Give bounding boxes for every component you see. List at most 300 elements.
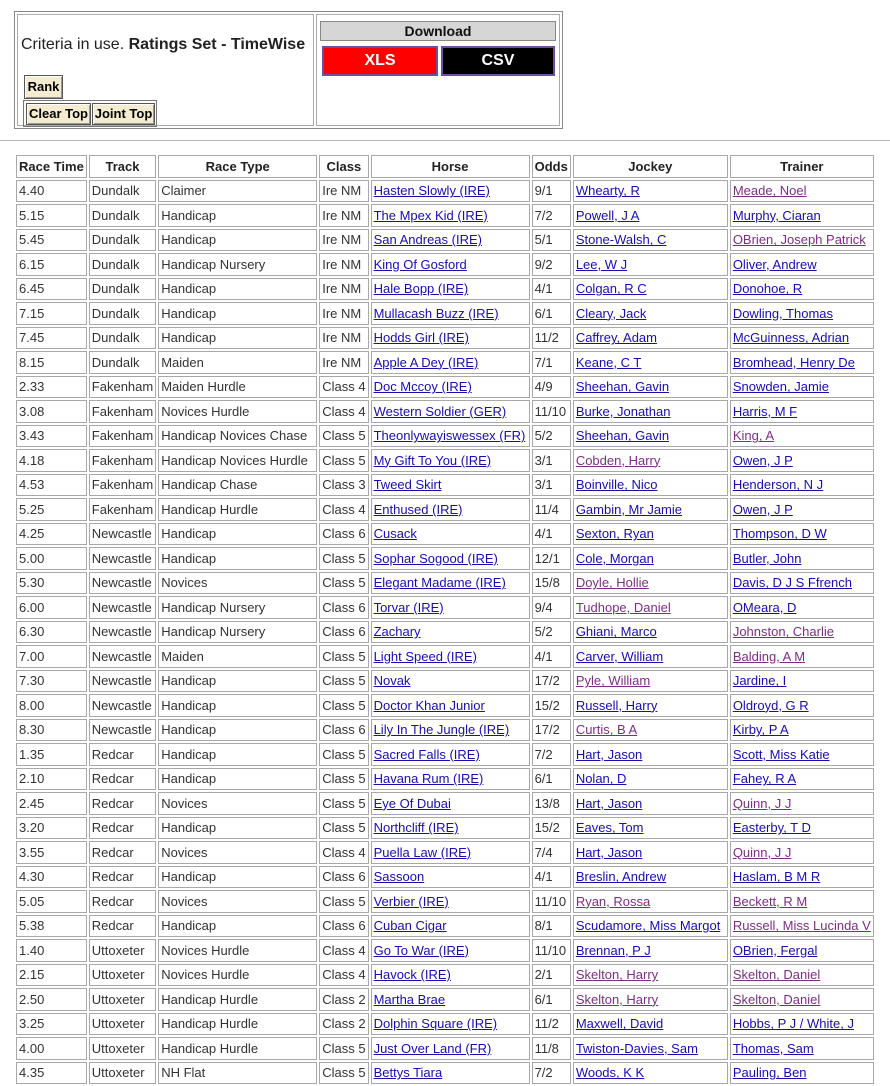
jockey-link[interactable]: Lee, W J (575, 256, 628, 272)
jockey-link[interactable]: Hart, Jason (575, 844, 643, 860)
cell-odds: 11/10 (532, 939, 571, 962)
trainer-link[interactable]: Murphy, Ciaran (732, 207, 821, 223)
cell-jockey (573, 253, 728, 276)
cell-odds: 4/9 (532, 376, 571, 399)
jockey-link[interactable]: Brennan, P J (575, 942, 651, 958)
cell-trainer (730, 596, 874, 619)
cell-race-type: NH Flat (158, 1062, 317, 1085)
cell-horse (371, 768, 530, 791)
cell-race-type: Maiden (158, 645, 317, 668)
cell-race-time: 6.45 (16, 278, 87, 301)
cell-race-time: 5.15 (16, 204, 87, 227)
cell-race-type: Handicap Hurdle (158, 988, 317, 1011)
jockey-link[interactable]: Powell, J A (575, 207, 640, 223)
horse-link[interactable]: The Mpex Kid (IRE) (373, 207, 488, 223)
table-row (16, 915, 874, 938)
cell-race-type: Novices (158, 841, 317, 864)
cell-track: Newcastle (89, 621, 156, 644)
horse-link[interactable]: San Andreas (IRE) (373, 232, 482, 248)
trainer-link[interactable]: Skelton, Daniel (732, 991, 821, 1007)
cell-race-type: Handicap (158, 768, 317, 791)
cell-class: Class 6 (319, 866, 368, 889)
jockey-link[interactable]: Eaves, Tom (575, 820, 644, 836)
cell-jockey (573, 841, 728, 864)
table-row (16, 449, 874, 472)
cell-track: Newcastle (89, 596, 156, 619)
trainer-link[interactable]: Beckett, R M (732, 893, 808, 909)
cell-track: Uttoxeter (89, 939, 156, 962)
jockey-link[interactable]: Russell, Harry (575, 697, 658, 713)
cell-trainer (730, 621, 874, 644)
jockey-link[interactable]: Sheehan, Gavin (575, 379, 670, 395)
cell-race-time: 3.08 (16, 400, 87, 423)
trainer-link[interactable]: OBrien, Fergal (732, 942, 818, 958)
trainer-link[interactable]: Davis, D J S Ffrench (732, 575, 853, 591)
horse-link[interactable]: Havock (IRE) (373, 967, 451, 983)
trainer-link[interactable]: Meade, Noel (732, 183, 807, 199)
cell-horse (371, 229, 530, 252)
cell-race-time: 5.05 (16, 890, 87, 913)
cell-race-time: 3.20 (16, 817, 87, 840)
cell-trainer (730, 645, 874, 668)
table-row (16, 376, 874, 399)
cell-race-time: 4.53 (16, 474, 87, 497)
cell-trainer (730, 817, 874, 840)
cell-race-type: Handicap (158, 817, 317, 840)
table-row (16, 768, 874, 791)
jockey-link[interactable]: Whearty, R (575, 183, 640, 199)
cell-trainer (730, 670, 874, 693)
cell-odds: 3/1 (532, 449, 571, 472)
cell-race-type: Handicap (158, 719, 317, 742)
cell-odds: 9/4 (532, 596, 571, 619)
jockey-link[interactable]: Colgan, R C (575, 281, 647, 297)
cell-race-time: 5.38 (16, 915, 87, 938)
cell-class: Class 3 (319, 474, 368, 497)
trainer-link[interactable]: Skelton, Daniel (732, 967, 821, 983)
horse-link[interactable]: Just Over Land (FR) (373, 1040, 492, 1056)
cell-track: Uttoxeter (89, 1013, 156, 1036)
table-row (16, 890, 874, 913)
cell-trainer (730, 719, 874, 742)
rank-button[interactable]: Rank (24, 75, 63, 99)
jockey-link[interactable]: Cole, Morgan (575, 550, 654, 566)
table-row (16, 474, 874, 497)
clear-top-button[interactable]: Clear Top (26, 103, 91, 125)
cell-jockey (573, 204, 728, 227)
cell-class: Class 5 (319, 792, 368, 815)
cell-jockey (573, 498, 728, 521)
cell-race-time: 7.00 (16, 645, 87, 668)
jockey-link[interactable]: Sheehan, Gavin (575, 428, 670, 444)
horse-link[interactable]: Hale Bopp (IRE) (373, 281, 469, 297)
cell-track: Newcastle (89, 572, 156, 595)
cell-jockey (573, 474, 728, 497)
jockey-link[interactable]: Doyle, Hollie (575, 575, 649, 591)
table-row (16, 400, 874, 423)
cell-race-type: Handicap (158, 229, 317, 252)
cell-race-type: Handicap Novices Chase (158, 425, 317, 448)
cell-odds: 4/1 (532, 866, 571, 889)
cell-race-type: Handicap (158, 670, 317, 693)
horse-link[interactable]: Doc Mccoy (IRE) (373, 379, 472, 395)
cell-race-time: 8.15 (16, 351, 87, 374)
horse-link[interactable]: Torvar (IRE) (373, 599, 444, 615)
cell-trainer (730, 988, 874, 1011)
cell-jockey (573, 351, 728, 374)
jockey-link[interactable]: Skelton, Harry (575, 967, 659, 983)
jockey-link[interactable]: Sexton, Ryan (575, 526, 654, 542)
cell-odds: 4/1 (532, 645, 571, 668)
cell-odds: 5/2 (532, 621, 571, 644)
table-row (16, 572, 874, 595)
jockey-link[interactable]: Tudhope, Daniel (575, 599, 671, 615)
cell-odds: 4/1 (532, 278, 571, 301)
jockey-link[interactable]: Maxwell, David (575, 1016, 664, 1032)
cell-track: Dundalk (89, 327, 156, 350)
cell-odds: 6/1 (532, 988, 571, 1011)
jockey-link[interactable]: Caffrey, Adam (575, 330, 657, 346)
trainer-link[interactable]: Bromhead, Henry De (732, 354, 855, 370)
cell-trainer (730, 498, 874, 521)
table-row (16, 670, 874, 693)
horse-link[interactable]: Hodds Girl (IRE) (373, 330, 469, 346)
table-row (16, 1037, 874, 1060)
cell-odds: 12/1 (532, 547, 571, 570)
horse-link[interactable]: Sacred Falls (IRE) (373, 746, 480, 762)
table-row (16, 229, 874, 252)
jockey-link[interactable]: Ghiani, Marco (575, 624, 657, 640)
section-divider (0, 140, 890, 141)
horse-link[interactable]: Mullacash Buzz (IRE) (373, 305, 499, 321)
jockey-link[interactable]: Scudamore, Miss Margot (575, 918, 721, 934)
table-row (16, 939, 874, 962)
table-row (16, 327, 874, 350)
trainer-link[interactable]: Thomas, Sam (732, 1040, 814, 1056)
cell-race-type: Handicap Chase (158, 474, 317, 497)
table-row (16, 498, 874, 521)
cell-race-type: Handicap (158, 523, 317, 546)
trainer-link[interactable]: Easterby, T D (732, 820, 811, 836)
download-header: Download (320, 21, 556, 41)
cell-track: Newcastle (89, 719, 156, 742)
horse-link[interactable]: Puella Law (IRE) (373, 844, 472, 860)
jockey-link[interactable]: Woods, K K (575, 1065, 645, 1081)
cell-track: Redcar (89, 792, 156, 815)
cell-track: Dundalk (89, 204, 156, 227)
table-row (16, 253, 874, 276)
trainer-link[interactable]: Thompson, D W (732, 526, 827, 542)
jockey-link[interactable]: Breslin, Andrew (575, 869, 667, 885)
cell-race-time: 5.25 (16, 498, 87, 521)
jockey-link[interactable]: Skelton, Harry (575, 991, 659, 1007)
cell-track: Fakenham (89, 498, 156, 521)
horse-link[interactable]: Dolphin Square (IRE) (373, 1016, 498, 1032)
trainer-link[interactable]: Butler, John (732, 550, 802, 566)
cell-odds: 11/10 (532, 400, 571, 423)
cell-race-time: 4.25 (16, 523, 87, 546)
cell-class: Ire NM (319, 180, 368, 203)
table-row (16, 278, 874, 301)
cell-jockey (573, 694, 728, 717)
horse-link[interactable]: Northcliff (IRE) (373, 820, 459, 836)
cell-horse (371, 817, 530, 840)
trainer-link[interactable]: OMeara, D (732, 599, 797, 615)
cell-race-type: Handicap (158, 915, 317, 938)
trainer-link[interactable]: Balding, A M (732, 648, 806, 664)
cell-track: Redcar (89, 817, 156, 840)
criteria-cell (17, 14, 314, 126)
cell-jockey (573, 915, 728, 938)
trainer-link[interactable]: Fahey, R A (732, 771, 797, 787)
cell-class: Class 5 (319, 449, 368, 472)
trainer-link[interactable]: McGuinness, Adrian (732, 330, 850, 346)
cell-jockey (573, 964, 728, 987)
cell-trainer (730, 1037, 874, 1060)
trainer-link[interactable]: OBrien, Joseph Patrick (732, 232, 866, 248)
xls-download-button[interactable]: XLS (322, 46, 438, 76)
trainer-link[interactable]: Owen, J P (732, 452, 793, 468)
cell-class: Class 6 (319, 523, 368, 546)
trainer-link[interactable]: Hobbs, P J / White, J (732, 1016, 854, 1032)
horse-link[interactable]: Theonlywayiswessex (FR) (373, 428, 526, 444)
criteria-text (21, 36, 305, 54)
jockey-link[interactable]: Ryan, Rossa (575, 893, 651, 909)
cell-race-time: 1.40 (16, 939, 87, 962)
jockey-link[interactable]: Twiston-Davies, Sam (575, 1040, 698, 1056)
cell-jockey (573, 376, 728, 399)
cell-track: Redcar (89, 915, 156, 938)
horse-link[interactable]: Enthused (IRE) (373, 501, 463, 517)
cell-race-time: 6.15 (16, 253, 87, 276)
horse-link[interactable]: Sophar Sogood (IRE) (373, 550, 498, 566)
column-header-odds: Odds (532, 155, 571, 178)
horse-link[interactable]: Elegant Madame (IRE) (373, 575, 506, 591)
jockey-link[interactable]: Cobden, Harry (575, 452, 661, 468)
cell-race-time: 2.10 (16, 768, 87, 791)
cell-race-type: Handicap Nursery (158, 596, 317, 619)
cell-trainer (730, 229, 874, 252)
table-row (16, 792, 874, 815)
horse-link[interactable]: Go To War (IRE) (373, 942, 469, 958)
cell-class: Class 6 (319, 915, 368, 938)
jockey-link[interactable]: Keane, C T (575, 354, 642, 370)
cell-class: Class 2 (319, 988, 368, 1011)
cell-horse (371, 1062, 530, 1085)
cell-odds: 17/2 (532, 670, 571, 693)
horse-link[interactable]: Light Speed (IRE) (373, 648, 477, 664)
cell-trainer (730, 302, 874, 325)
trainer-link[interactable]: Oldroyd, G R (732, 697, 809, 713)
trainer-link[interactable]: Dowling, Thomas (732, 305, 834, 321)
jockey-link[interactable]: Carver, William (575, 648, 664, 664)
horse-link[interactable]: Novak (373, 673, 411, 689)
cell-race-time: 4.00 (16, 1037, 87, 1060)
cell-horse (371, 425, 530, 448)
trainer-link[interactable]: King, A (732, 428, 775, 444)
horse-link[interactable]: Eye Of Dubai (373, 795, 451, 811)
horse-link[interactable]: Havana Rum (IRE) (373, 771, 484, 787)
horse-link[interactable]: Lily In The Jungle (IRE) (373, 722, 510, 738)
jockey-link[interactable]: Gambin, Mr Jamie (575, 501, 683, 517)
cell-jockey (573, 327, 728, 350)
cell-horse (371, 841, 530, 864)
cell-track: Fakenham (89, 449, 156, 472)
cell-track: Redcar (89, 890, 156, 913)
trainer-link[interactable]: Owen, J P (732, 501, 793, 517)
horse-link[interactable]: Hasten Slowly (IRE) (373, 183, 490, 199)
cell-jockey (573, 743, 728, 766)
horse-link[interactable]: Cuban Cigar (373, 918, 447, 934)
horse-link[interactable]: Tweed Skirt (373, 477, 442, 493)
cell-horse (371, 890, 530, 913)
horse-link[interactable]: King Of Gosford (373, 256, 467, 272)
column-header-trainer: Trainer (730, 155, 874, 178)
cell-race-type: Handicap (158, 278, 317, 301)
cell-horse (371, 964, 530, 987)
horse-link[interactable]: Verbier (IRE) (373, 893, 449, 909)
cell-jockey (573, 792, 728, 815)
horse-link[interactable]: Doctor Khan Junior (373, 697, 485, 713)
trainer-link[interactable]: Kirby, P A (732, 722, 789, 738)
cell-class: Class 5 (319, 670, 368, 693)
criteria-label: Criteria in use. (21, 36, 125, 53)
cell-horse (371, 792, 530, 815)
trainer-link[interactable]: Johnston, Charlie (732, 624, 834, 640)
horse-link[interactable]: Apple A Dey (IRE) (373, 354, 479, 370)
cell-track: Newcastle (89, 694, 156, 717)
table-row (16, 866, 874, 889)
horse-link[interactable]: Bettys Tiara (373, 1065, 443, 1081)
cell-trainer (730, 204, 874, 227)
cell-race-type: Handicap (158, 302, 317, 325)
table-row (16, 523, 874, 546)
cell-track: Newcastle (89, 645, 156, 668)
cell-race-time: 2.45 (16, 792, 87, 815)
cell-track: Uttoxeter (89, 964, 156, 987)
cell-jockey (573, 621, 728, 644)
table-body (16, 180, 874, 1085)
cell-horse (371, 400, 530, 423)
cell-race-time: 5.00 (16, 547, 87, 570)
jockey-link[interactable]: Stone-Walsh, C (575, 232, 667, 248)
jockey-link[interactable]: Burke, Jonathan (575, 403, 671, 419)
cell-class: Class 5 (319, 425, 368, 448)
cell-jockey (573, 302, 728, 325)
table-row (16, 351, 874, 374)
trainer-link[interactable]: Harris, M F (732, 403, 798, 419)
cell-race-time: 4.40 (16, 180, 87, 203)
cell-odds: 5/2 (532, 425, 571, 448)
cell-track: Redcar (89, 743, 156, 766)
horse-link[interactable]: My Gift To You (IRE) (373, 452, 492, 468)
horse-link[interactable]: Western Soldier (GER) (373, 403, 507, 419)
jockey-link[interactable]: Hart, Jason (575, 795, 643, 811)
cell-jockey (573, 645, 728, 668)
trainer-link[interactable]: Pauling, Ben (732, 1065, 807, 1081)
cell-track: Newcastle (89, 670, 156, 693)
cell-class: Class 5 (319, 743, 368, 766)
jockey-link[interactable]: Cleary, Jack (575, 305, 647, 321)
horse-link[interactable]: Cusack (373, 526, 417, 542)
cell-jockey (573, 278, 728, 301)
trainer-link[interactable]: Scott, Miss Katie (732, 746, 830, 762)
trainer-link[interactable]: Snowden, Jamie (732, 379, 829, 395)
trainer-link[interactable]: Henderson, N J (732, 477, 824, 493)
cell-odds: 11/4 (532, 498, 571, 521)
trainer-link[interactable]: Quinn, J J (732, 844, 792, 860)
cell-trainer (730, 743, 874, 766)
cell-track: Dundalk (89, 229, 156, 252)
horse-link[interactable]: Sassoon (373, 869, 425, 885)
cell-odds: 13/8 (532, 792, 571, 815)
cell-track: Fakenham (89, 425, 156, 448)
cell-track: Fakenham (89, 474, 156, 497)
horse-link[interactable]: Zachary (373, 624, 421, 640)
trainer-link[interactable]: Russell, Miss Lucinda V (732, 918, 871, 934)
cell-class: Class 2 (319, 1013, 368, 1036)
jockey-link[interactable]: Pyle, William (575, 673, 651, 689)
table-row (16, 817, 874, 840)
cell-trainer (730, 523, 874, 546)
cell-race-type: Handicap (158, 547, 317, 570)
cell-track: Redcar (89, 866, 156, 889)
cell-horse (371, 351, 530, 374)
csv-download-button[interactable]: CSV (441, 46, 555, 76)
jockey-link[interactable]: Hart, Jason (575, 746, 643, 762)
cell-track: Uttoxeter (89, 1062, 156, 1085)
cell-horse (371, 719, 530, 742)
table-row (16, 743, 874, 766)
cell-jockey (573, 866, 728, 889)
cell-odds: 7/2 (532, 1062, 571, 1085)
race-results-table (14, 153, 876, 1086)
cell-trainer (730, 890, 874, 913)
cell-odds: 15/8 (532, 572, 571, 595)
cell-trainer (730, 915, 874, 938)
cell-class: Class 6 (319, 719, 368, 742)
cell-odds: 5/1 (532, 229, 571, 252)
cell-race-time: 3.43 (16, 425, 87, 448)
horse-link[interactable]: Martha Brae (373, 991, 446, 1007)
joint-top-button[interactable]: Joint Top (92, 103, 155, 125)
trainer-link[interactable]: Quinn, J J (732, 795, 792, 811)
trainer-link[interactable]: Haslam, B M R (732, 869, 821, 885)
cell-trainer (730, 547, 874, 570)
cell-trainer (730, 866, 874, 889)
trainer-link[interactable]: Jardine, I (732, 673, 787, 689)
cell-odds: 4/1 (532, 523, 571, 546)
trainer-link[interactable]: Oliver, Andrew (732, 256, 817, 272)
cell-class: Ire NM (319, 278, 368, 301)
cell-race-time: 2.15 (16, 964, 87, 987)
cell-race-type: Maiden (158, 351, 317, 374)
cell-trainer (730, 694, 874, 717)
top-button-group (23, 100, 157, 127)
cell-trainer (730, 768, 874, 791)
cell-race-type: Novices (158, 890, 317, 913)
jockey-link[interactable]: Boinville, Nico (575, 477, 658, 493)
trainer-link[interactable]: Donohoe, R (732, 281, 803, 297)
jockey-link[interactable]: Nolan, D (575, 771, 627, 787)
jockey-link[interactable]: Curtis, B A (575, 722, 638, 738)
cell-trainer (730, 425, 874, 448)
cell-jockey (573, 1062, 728, 1085)
cell-race-time: 5.30 (16, 572, 87, 595)
table-row (16, 204, 874, 227)
cell-horse (371, 278, 530, 301)
column-header-jockey: Jockey (573, 155, 728, 178)
